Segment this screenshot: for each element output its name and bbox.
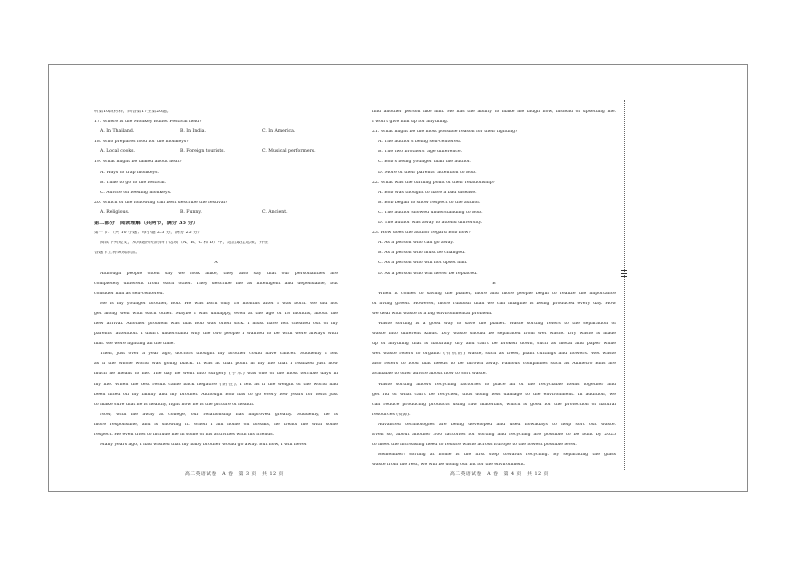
passage-line: wet waste refers to organic (有机的) waste, such as trees, plant cuttings and flowers. Wet waste [372, 352, 616, 357]
right-page [372, 110, 616, 473]
options-18 [94, 150, 338, 160]
option-20c: C. Ancient. [262, 209, 288, 215]
passage-line: respect. He even tries to include me in some of his activities with his friends. [94, 433, 275, 437]
binding-tick [621, 276, 627, 277]
options-17 [94, 130, 338, 140]
passage-line: Then, just over a year ago, doctors thought my brother could have cancer. Suddenly I felt [100, 352, 338, 357]
passage-line: new arrival. Another problem was that Bob was often sick. I must have felt cheated out of my [94, 321, 338, 326]
passage-line: resources (资源). [372, 412, 411, 417]
option-18b: B. Foreign tourists. [180, 149, 225, 155]
options-20 [94, 211, 338, 221]
option-18c: C. Musical performers. [262, 149, 316, 155]
passage-a-continued-1: find another person like him. He has the ability to make me laugh now, instead of upsetting me. [372, 110, 616, 114]
listening-intro: 听第10段材料，回答第17至第20题。 [94, 110, 172, 114]
passage-line: waste into different kinds. Dry waste should be separated from wet waste. Dry waste is made [372, 332, 616, 337]
section-2-title: 第二部分 阅读理解（共两节，满分 35 分） [94, 221, 199, 227]
option-23a: A. As a person who can go away. [378, 241, 454, 246]
page-footer-right: 高二英语试卷 A 卷 第 4 页 共 12 页 [450, 472, 549, 477]
option-19a: A. Ways to trap monkeys. [100, 170, 159, 175]
passage-line: to make sure that he is healthy, right now he is the picture of health. [94, 402, 255, 407]
passage-line: Even so, about another 300 factories for sorting and recycling are possible to be built by 2025 [372, 433, 616, 437]
option-21d: D. More of their parents' attention to Bob. [378, 170, 477, 175]
option-17c: C. In America. [262, 129, 296, 135]
binding-dotted-rule [624, 100, 625, 470]
passage-line: as if the whole world was going black. It was at that point in my life that I realized just how [94, 362, 338, 367]
option-17b: B. In India. [180, 129, 206, 135]
instructions-line-1: 阅读下列短文，从每题所给的四个选项（A、B、C 和 D）中，选出最佳选项，并在 [100, 241, 269, 246]
passage-line: more responsible, and is showing it. When I am home on breaks, he treats me with some [94, 422, 338, 427]
option-19b: B. Time to go to the festival. [100, 180, 167, 185]
passage-line: waste from the rest, we will be doing our bit for the environment. [372, 463, 526, 468]
passage-line: Now, with me away at college, our relationship has improved greatly. Suddenly, he is [100, 412, 338, 417]
passage-line: parents' attention. I didn't understand why the two people I wanted to be with were always with [94, 332, 338, 337]
passage-a-label: A [214, 261, 218, 266]
passage-line: we deal with waste is a big environmental problem. [372, 311, 493, 316]
passage-line: get rid of what can't be recycled, thus doing less damage to the environment. In addition, we [372, 392, 616, 397]
question-17: 17. Where is the Monkey Buffet Festival held? [94, 120, 202, 125]
option-22b: B. Bob began to show respect to the author. [378, 200, 481, 205]
option-20a: A. Religious. [100, 209, 130, 215]
passage-line: Although people often say we look alike, they also say that our personalities are [100, 271, 338, 276]
passage-line: of living green. However, more rubbish than we can imagine is being produced every day. How [372, 301, 616, 306]
option-19c: C. Advice on feeding monkeys. [100, 190, 172, 195]
option-23b: B. As a person who must be changed. [378, 251, 466, 256]
option-22a: A. Bob was thought to have a bad disease. [378, 190, 477, 195]
option-18a: A. Local cooks. [100, 149, 136, 155]
instructions-line-2: 答题卡上将该项涂黑。 [94, 251, 140, 256]
passage-line: Many years ago, I had wished that my baby brother would go away. But now, I will never [100, 443, 308, 448]
option-22d: D. The author was away to attend university. [378, 221, 483, 226]
binding-tick [621, 270, 627, 271]
question-23: 23. How does the author regard Bob now? [372, 231, 471, 236]
binding-tick [621, 273, 627, 274]
question-18: 18. Who prepares food for the monkeys? [94, 140, 189, 145]
option-17a: A. In Thailand. [100, 129, 135, 135]
passage-line: get along well with each other. Maybe I was unhappy, even at the age of 18 months, about the [94, 311, 338, 316]
question-22: 22. What was the turning point of their relationship? [372, 180, 496, 185]
passage-b [372, 292, 616, 474]
passage-line: Waste sorting allows recycling factories to place all of the recyclable items together and [378, 382, 616, 387]
passage-line: can reduce producing products using raw materials, which is good for the protection of natural [372, 402, 616, 407]
option-21c: C. Bob's being younger than the author. [378, 160, 471, 165]
question-20: 20. Which of the following can best describe the festival? [94, 200, 228, 205]
left-page [94, 110, 338, 453]
passage-line: been lifted off my family and my brother. Although Bob has to go every few years for tests just [94, 392, 338, 397]
option-20b: B. Funny. [180, 209, 202, 215]
option-22c: C. The author showed understanding to Bob. [378, 210, 483, 215]
passage-line: also refers to food that needs to be thrown away. Famous companies such as Allmetro Bins are [372, 362, 616, 367]
section-2-part-1: 第一节：（共 10 小题；每小题 2.5 分，满分 25 分） [94, 231, 203, 236]
page-footer-left: 高二英语试卷 A 卷 第 3 页 共 12 页 [185, 472, 284, 477]
passage-line: my life. When the test result came back negative (阴性), I felt as if the weight of the world had [94, 382, 338, 387]
option-21b: B. The two brothers' age difference. [378, 150, 463, 155]
passage-line: consider him as self-centered. [94, 291, 165, 296]
option-23c: C. As a person who will not upset him. [378, 261, 468, 266]
passage-line: him. We were fighting all the time. [94, 342, 175, 347]
passage-line: He is my younger brother, Bob. He was born only 18 months after I was born. We did not [100, 301, 338, 306]
question-19: 19. What might be talked about next? [94, 160, 182, 165]
passage-a [94, 272, 338, 454]
option-21a: A. The author's being self-centered. [378, 140, 462, 145]
passage-line: much he meant to me. The day he went into surgery (手术) was one of the most terrible days in [94, 372, 338, 377]
passage-b-label: B [492, 281, 496, 286]
passage-line: to meet the increasing need to reduce waste across Europe to the lowest possible level. [372, 443, 577, 448]
passage-line: Advanced technologies are being developed and used nowadays to help sort out waste. [378, 422, 616, 427]
passage-line: When it comes to saving the planet, more and more people begin to realize the importance [378, 291, 616, 296]
question-21: 21. What might be the most possible reason for their fighting? [372, 130, 518, 135]
passage-line: Remember: sorting at home is the first step towards recycling. By separating the glass [378, 453, 616, 458]
option-23d: D. As a person who will never be replaced. [378, 271, 478, 276]
passage-line: available to offer advice about how to sort waste. [372, 372, 487, 377]
passage-line: completely different from each other. They describe me as intelligent and dependable, but [94, 281, 338, 286]
passage-line: up of anything that is naturally dry and can't be broken down, such as metal and paper while [372, 342, 616, 347]
passage-line: Waste sorting is a good way to save the planet. Waste sorting refers to the separation of [378, 321, 616, 326]
passage-a-continued-2: I won't give him up for anything. [372, 120, 449, 125]
